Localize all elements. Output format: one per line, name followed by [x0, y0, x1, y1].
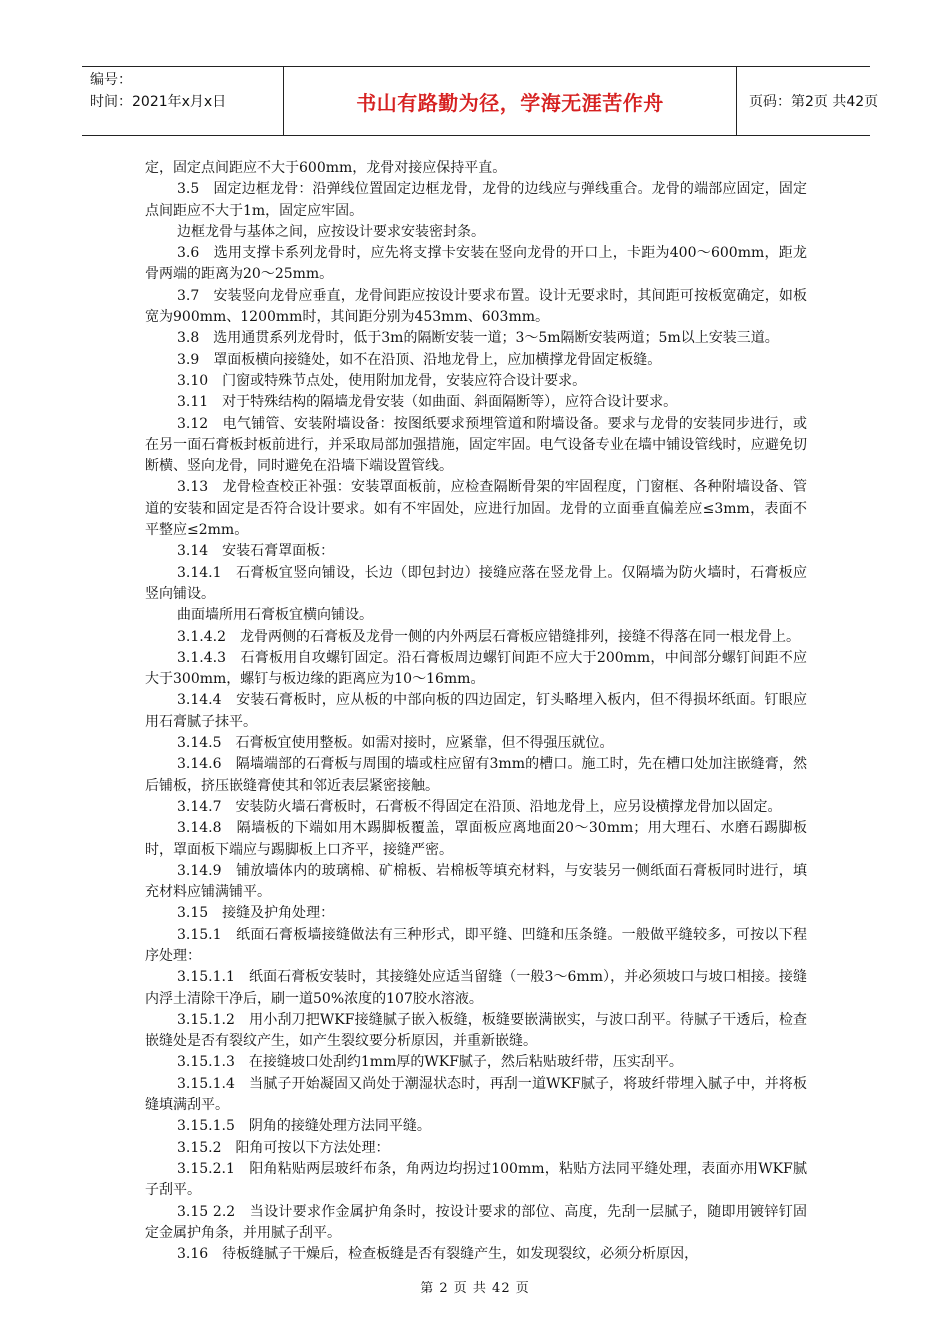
- paragraph: 3.11 对于特殊结构的隔墙龙骨安装（如曲面、斜面隔断等），应符合设计要求。: [177, 394, 678, 411]
- paragraph: 3.6 选用支撑卡系列龙骨时，应先将支撑卡安装在竖向龙骨的开口上，卡距为400～600mm，距龙骨两端的距离为20～25mm。: [145, 245, 807, 283]
- paragraph: 3.15 2.2 当设计要求作金属护角条时，按设计要求的部位、高度，先刮一层腻子，随即用镀锌钉固定金属护角条，并用腻子刮平。: [145, 1203, 807, 1241]
- paragraph: 3.15.1 纸面石膏板墙接缝做法有三种形式，即平缝、凹缝和压条缝。一般做平缝较多，可按以下程序处理：: [145, 926, 807, 964]
- number-label: 编号：: [90, 72, 132, 88]
- paragraph: 定，固定点间距应不大于600mm，龙骨对接应保持平直。: [145, 160, 507, 176]
- document-body: [145, 158, 807, 1265]
- time-label: 时间：2021年x月x日: [90, 94, 227, 110]
- paragraph: 3.1.4.3 石膏板用自攻螺钉固定。沿石膏板周边螺钉间距不应大于200mm，中间部分螺钉间距不应大于300mm，螺钉与板边缘的距离应为10～16mm。: [145, 649, 807, 688]
- paragraph: 3.1.4.2 龙骨两侧的石膏板及龙骨一侧的内外两层石膏板应错缝排列，接缝不得落在同一根龙骨上。: [177, 628, 800, 645]
- paragraph: 3.12 电气铺管、安装附墙设备：按图纸要求预埋管道和附墙设备。要求与龙骨的安装同步进行，或在另一面石膏板封板前进行，并采取局部加强措施，固定牢固。电气设备专业在墙中铺设管线时，应避免切断横、竖向龙骨，同时避免在沿墙下端设置管线。: [145, 415, 807, 475]
- paragraph: 3.7 安装竖向龙骨应垂直，龙骨间距应按设计要求布置。设计无要求时，其间距可按板宽确定，如板宽为900mm、1200mm时，其间距分别为453mm、603mm。: [145, 287, 807, 326]
- motto-text: 书山有路勤为径，学海无涯苦作舟: [356, 90, 664, 115]
- paragraph: 3.15.1.5 阴角的接缝处理方法同平缝。: [177, 1118, 431, 1135]
- paragraph: 曲面墙所用石膏板宜横向铺设。: [177, 607, 373, 624]
- paragraph: 3.15 接缝及护角处理：: [177, 905, 335, 922]
- paragraph: 3.14.1 石膏板宜竖向铺设，长边（即包封边）接缝应落在竖龙骨上。仅隔墙为防火墙时，石膏板应竖向铺设。: [145, 564, 807, 602]
- paragraph: 3.14.8 隔墙板的下端如用木踢脚板覆盖，罩面板应离地面20～30mm；用大理石、水磨石踢脚板时，罩面板下端应与踢脚板上口齐平，接缝严密。: [145, 820, 807, 858]
- paragraph: 3.14.9 铺放墙体内的玻璃棉、矿棉板、岩棉板等填充材料，与安装另一侧纸面石膏板同时进行，填充材料应铺满铺平。: [145, 862, 807, 901]
- paragraph: 3.15.1.3 在接缝坡口处刮约1mm厚的WKF腻子，然后粘贴玻纤带，压实刮平。: [177, 1054, 683, 1071]
- paragraph: 3.14.7 安装防火墙石膏板时，石膏板不得固定在沿顶、沿地龙骨上，应另设横撑龙骨加以固定。: [177, 798, 782, 815]
- header-page-info: 页码：第2页 共42页: [749, 94, 879, 110]
- paragraph: 3.14.4 安装石膏板时，应从板的中部向板的四边固定，钉头略埋入板内，但不得损坏纸面。钉眼应用石膏腻子抹平。: [145, 692, 807, 730]
- paragraph: 3.15.2 阳角可按以下方法处理：: [177, 1139, 390, 1156]
- paragraph: 3.14.6 隔墙端部的石膏板与周围的墙或柱应留有3mm的槽口。施工时，先在槽口处加注嵌缝膏，然后铺板，挤压嵌缝膏使其和邻近表层紧密接触。: [145, 756, 807, 794]
- paragraph: 边框龙骨与基体之间，应按设计要求安装密封条。: [177, 223, 485, 240]
- paragraph: 3.16 待板缝腻子干燥后，检查板缝是否有裂缝产生，如发现裂纹，必须分析原因，: [177, 1246, 699, 1263]
- paragraph: 3.14.5 石膏板宜使用整板。如需对接时，应紧靠，但不得强压就位。: [177, 735, 614, 752]
- paragraph: 3.14 安装石膏罩面板：: [177, 543, 335, 560]
- paragraph: 3.13 龙骨检查校正补强：安装罩面板前，应检查隔断骨架的牢固程度，门窗框、各种附墙设备、管道的安装和固定是否符合设计要求。如有不牢固处，应进行加固。龙骨的立面垂直偏差应≤3mm，表面不平整应≤2mm。: [145, 479, 807, 539]
- paragraph: 3.15.1.4 当腻子开始凝固又尚处于潮湿状态时，再刮一道WKF腻子，将玻纤带埋入腻子中，并将板缝填满刮平。: [145, 1075, 807, 1114]
- paragraph: 3.8 选用通贯系列龙骨时，低于3m的隔断安装一道；3～5m隔断安装两道；5m以上安装三道。: [177, 330, 779, 347]
- paragraph: 3.5 固定边框龙骨：沿弹线位置固定边框龙骨，龙骨的边线应与弹线重合。龙骨的端部应固定，固定点间距应不大于1m，固定应牢固。: [145, 181, 807, 219]
- header-motto-cell: [283, 67, 737, 135]
- paragraph: 3.15.1.1 纸面石膏板安装时，其接缝处应适当留缝（一般3～6mm），并必须坡口与坡口相接。接缝内浮土清除干净后，刷一道50%浓度的107胶水溶液。: [145, 969, 807, 1007]
- page-header: [82, 66, 879, 136]
- header-meta: [82, 67, 283, 135]
- paragraph: 3.10 门窗或特殊节点处，使用附加龙骨，安装应符合设计要求。: [177, 372, 587, 389]
- paragraph: 3.9 罩面板横向接缝处，如不在沿顶、沿地龙骨上，应加横撑龙骨固定板缝。: [177, 351, 662, 368]
- paragraph: 3.15.1.2 用小刮刀把WKF接缝腻子嵌入板缝，板缝要嵌满嵌实，与波口刮平。待腻子干透后，检查嵌缝处是否有裂纹产生，如产生裂纹要分析原因，并重新嵌缝。: [145, 1011, 807, 1050]
- page-footer: 第 2 页 共 42 页: [420, 1281, 530, 1296]
- paragraph: 3.15.2.1 阳角粘贴两层玻纤布条，角两边均拐过100mm，粘贴方法同平缝处理，表面亦用WKF腻子刮平。: [145, 1160, 807, 1199]
